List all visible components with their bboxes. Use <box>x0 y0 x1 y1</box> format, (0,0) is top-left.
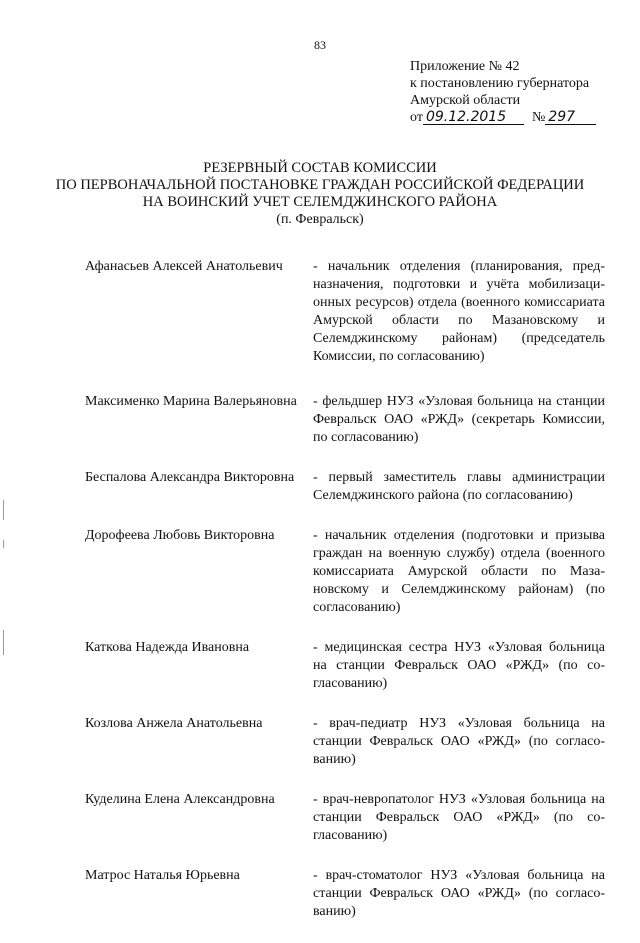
member-row <box>85 867 605 921</box>
member-row <box>85 258 605 366</box>
member-name: Беспалова Александра Викторовна <box>85 470 295 485</box>
title-line-3: НА ВОИНСКИЙ УЧЕТ СЕЛЕМДЖИНСКОГО РАЙОНА <box>142 194 498 210</box>
date-prefix: от <box>410 110 423 125</box>
member-name: Максименко Марина Валерьяновна <box>85 394 297 409</box>
member-role: - врач-педиатр НУЗ «Узловая больница на станции Февральск ОАО «РЖД» (по согласованию) <box>313 716 605 767</box>
member-name: Дорофеева Любовь Викторовна <box>85 528 275 543</box>
handwritten-date: 09.12.2015 <box>423 110 524 125</box>
appendix-line-3: Амурской области <box>410 93 521 108</box>
title-location: (п. Февральск) <box>276 212 364 227</box>
member-role: - медицинская сестра НУЗ «Узловая больница на станции Февральск ОАО «РЖД» (по согласованию) <box>313 640 605 691</box>
member-role: - первый заместитель главы администрации Селемджинского района (по согласованию) <box>313 470 605 503</box>
member-row <box>85 791 605 845</box>
member-row <box>85 639 605 693</box>
member-role: - фельдшер НУЗ «Узловая больница на станции Февральск ОАО «РЖД» (секретарь Комиссии, по согласованию) <box>313 394 605 445</box>
appendix-line-2: к постановлению губернатора <box>410 76 590 91</box>
member-role: - начальник отделения (подготовки и призыва граждан на военную службу) отдела (военного комиссариата Амурской области по Мазановскому и Селемджинскому районам) (по согласованию) <box>313 528 605 615</box>
title-line-1: РЕЗЕРВНЫЙ СОСТАВ КОМИССИИ <box>203 160 437 176</box>
handwritten-number: 297 <box>545 110 596 125</box>
member-row <box>85 469 605 505</box>
member-row <box>85 393 605 447</box>
member-row <box>85 527 605 617</box>
member-role: - начальник отделения (планирования, предназначения, подготовки и учёта мобилизационных ресурсов) отдела (военного комиссариата Амурской области по Мазановскому и Селемджинскому районам) (председатель Комиссии, по согласованию) <box>313 259 605 364</box>
appendix-date-line <box>410 109 596 126</box>
member-role: - врач-невропатолог НУЗ «Узловая больница на станции Февральск ОАО «РЖД» (по согласованию) <box>313 792 605 843</box>
member-name: Афанасьев Алексей Анатольевич <box>85 259 283 274</box>
member-name: Козлова Анжела Анатольевна <box>85 716 263 731</box>
document-title <box>0 160 640 228</box>
member-row <box>85 715 605 769</box>
title-line-2: ПО ПЕРВОНАЧАЛЬНОЙ ПОСТАНОВКЕ ГРАЖДАН РОССИЙСКОЙ ФЕДЕРАЦИИ <box>55 177 585 193</box>
number-prefix: № <box>531 110 546 125</box>
appendix-header <box>410 58 596 126</box>
member-name: Куделина Елена Александровна <box>85 792 275 807</box>
member-name: Каткова Надежда Ивановна <box>85 640 250 655</box>
scan-edge-marks <box>3 500 5 660</box>
member-name: Матрос Наталья Юрьевна <box>85 868 240 883</box>
members-list <box>85 258 605 943</box>
page-number: 83 <box>314 38 326 52</box>
member-role: - врач-стоматолог НУЗ «Узловая больница на станции Февральск ОАО «РЖД» (по согласованию) <box>313 868 605 919</box>
appendix-line-1: Приложение № 42 <box>410 59 520 74</box>
